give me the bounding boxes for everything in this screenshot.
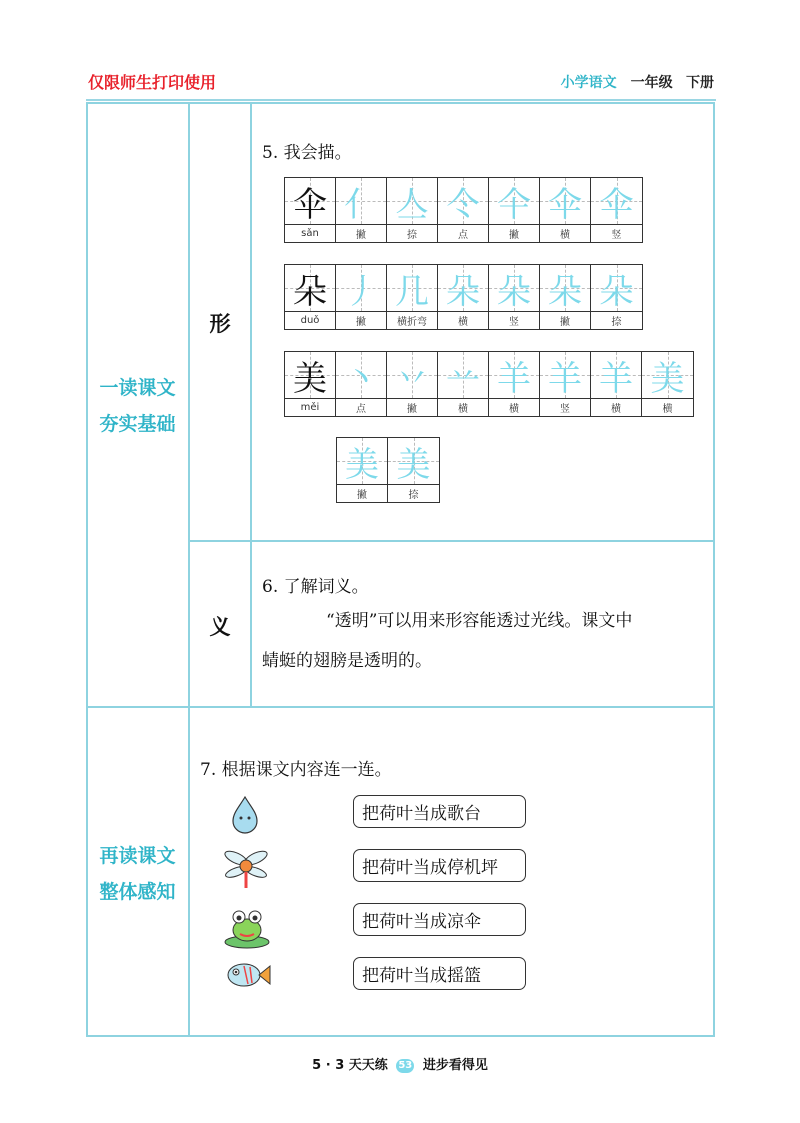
option-airport[interactable]: 把荷叶当成停机坪 [353,849,526,882]
grid-char-text: 朵 [599,271,634,312]
grid-cell [540,265,591,329]
grid-cell [337,438,388,502]
grid-stroke-label: 竖 [611,230,622,241]
grid-char-text: 仐 [497,184,531,225]
grid-char-text: 仒 [446,184,480,225]
grid-char[interactable] [285,178,335,225]
grid-char[interactable] [540,178,590,225]
grid-char-text: 朵 [293,271,327,312]
grid-char-text: 丶 [344,358,378,399]
grid-char-text: 美 [293,358,327,399]
grid-char[interactable] [489,265,539,312]
grid-char[interactable] [438,352,488,399]
grade-label: 一年级 [630,75,673,91]
grid-cell [591,178,642,242]
grid-char[interactable] [591,352,641,399]
grid-char-text: 羊 [599,358,633,399]
option-umbrella[interactable]: 把荷叶当成凉伞 [353,903,526,936]
grid-char[interactable] [387,265,437,312]
grid-cell [489,178,540,242]
grid-stroke-label: 横 [458,317,468,328]
grid-char[interactable] [336,178,386,225]
section-1-line-2: 夯实基础 [99,413,176,435]
water-drop-icon [225,793,265,835]
grid-stroke-label: 点 [356,404,366,415]
grid-cell [387,352,438,416]
grid-char[interactable] [336,265,386,312]
grid-char-text: 䒑 [446,358,480,399]
grid-cell [540,352,591,416]
q7-title: 7. 根据课文内容连一连。 [200,760,392,780]
tracing-grid-4 [336,437,440,503]
grid-char-text: 羊 [497,358,531,399]
grid-char[interactable] [591,265,642,312]
grid-cell [285,178,336,242]
grid-stroke-label: 横 [611,404,621,415]
grid-stroke-label: 横 [662,404,673,415]
footer-slogan: 进步看得见 [422,1058,488,1073]
grid-char-text: 丿 [344,271,378,312]
section-2-line-1: 再读课文 [99,845,176,867]
grid-char-text: 朵 [548,271,582,312]
grid-char[interactable] [336,352,386,399]
grid-stroke-label: 捺 [408,490,419,501]
cell-label-yi: 义 [209,615,231,639]
volume-label: 下册 [686,75,714,91]
grid-char-text: 伞 [548,184,582,225]
grid-stroke-label: 撇 [560,317,570,328]
grid-stroke-label: 横折弯 [397,317,427,328]
section-label-1 [86,370,189,442]
grid-char[interactable] [388,438,439,485]
grid-stroke-label: 撇 [509,230,519,241]
grid-stroke-label: 捺 [611,317,622,328]
grid-cell [336,178,387,242]
grid-cell [438,352,489,416]
q6-line-2: 蜻蜓的翅膀是透明的。 [262,651,432,671]
grid-cell [642,352,693,416]
grid-cell [489,352,540,416]
footer [0,1054,800,1073]
grid-char[interactable] [438,178,488,225]
header-divider [86,99,716,101]
q6-line-1: “透明”可以用来形容能透过光线。课文中 [326,611,633,631]
grid-stroke-label: 捺 [407,230,417,241]
section-1-line-1: 一读课文 [99,377,176,399]
tracing-grid-3 [284,351,694,417]
grid-cell [591,352,642,416]
grid-cell [388,438,439,502]
section-2-line-2: 整体感知 [99,881,176,903]
grid-cell [591,265,642,329]
grid-char-text: 伞 [293,184,327,225]
grid-char[interactable] [285,352,335,399]
grid-cell [540,178,591,242]
print-notice: 仅限师生打印使用 [88,73,217,92]
page-number: 53 [396,1059,414,1073]
section-label-2 [86,838,189,910]
grid-char-text: 美 [650,358,685,399]
grid-char-text: 羊 [548,358,582,399]
book-info [561,72,714,92]
grid-cell [438,178,489,242]
grid-cell [489,265,540,329]
grid-char-text: 美 [396,444,431,485]
grid-char[interactable] [438,265,488,312]
option-cradle[interactable]: 把荷叶当成摇篮 [353,957,526,990]
grid-char[interactable] [387,178,437,225]
grid-stroke-label: 撇 [407,404,417,415]
grid-cell [438,265,489,329]
grid-char-text: 朵 [497,271,531,312]
grid-char[interactable] [540,352,590,399]
grid-char[interactable] [387,352,437,399]
sub-column-divider [250,102,252,707]
grid-stroke-label: duǒ [300,315,320,326]
fish-icon [222,958,272,992]
grid-char[interactable] [337,438,387,485]
grid-stroke-label: měi [300,402,320,413]
grid-stroke-label: 竖 [509,317,519,328]
option-song-stage[interactable]: 把荷叶当成歌台 [353,795,526,828]
q6-title: 6. 了解词义。 [262,577,369,597]
grid-cell [336,352,387,416]
grid-stroke-label: 点 [458,230,468,241]
grid-stroke-label: 撇 [356,230,366,241]
grid-char-text: 几 [395,271,429,312]
grid-cell [336,265,387,329]
grid-cell [387,265,438,329]
grid-char[interactable] [540,265,590,312]
grid-cell [285,352,336,416]
frog-icon [222,904,272,950]
grid-cell [387,178,438,242]
q5-title: 5. 我会描。 [262,143,352,163]
grid-stroke-label: 横 [560,230,570,241]
dragonfly-icon [222,846,270,890]
grid-char[interactable] [591,178,642,225]
grid-char[interactable] [642,352,693,399]
grid-stroke-label: 横 [458,404,468,415]
grid-stroke-label: 撇 [357,490,367,501]
grid-stroke-label: sǎn [301,228,319,239]
grid-cell [285,265,336,329]
grid-char[interactable] [489,178,539,225]
row-divider-xing-yi [188,540,715,542]
section-divider [86,706,715,708]
footer-brand: 5 · 3 天天练 [312,1058,388,1073]
grid-char[interactable] [285,265,335,312]
tracing-grid-2 [284,264,643,330]
grid-char-text: 朵 [446,271,480,312]
cell-label-xing: 形 [209,312,231,336]
grid-char-text: 亼 [395,184,429,225]
grid-stroke-label: 横 [509,404,519,415]
tracing-grid-1 [284,177,643,243]
grid-char-text: 伞 [599,184,634,225]
grid-stroke-label: 竖 [560,404,570,415]
grid-stroke-label: 撇 [356,317,366,328]
grid-char-text: 丷 [395,358,429,399]
subject-label: 小学语文 [560,75,617,91]
grid-char-text: 美 [345,444,379,485]
grid-char[interactable] [489,352,539,399]
grid-char-text: 亻 [344,184,378,225]
